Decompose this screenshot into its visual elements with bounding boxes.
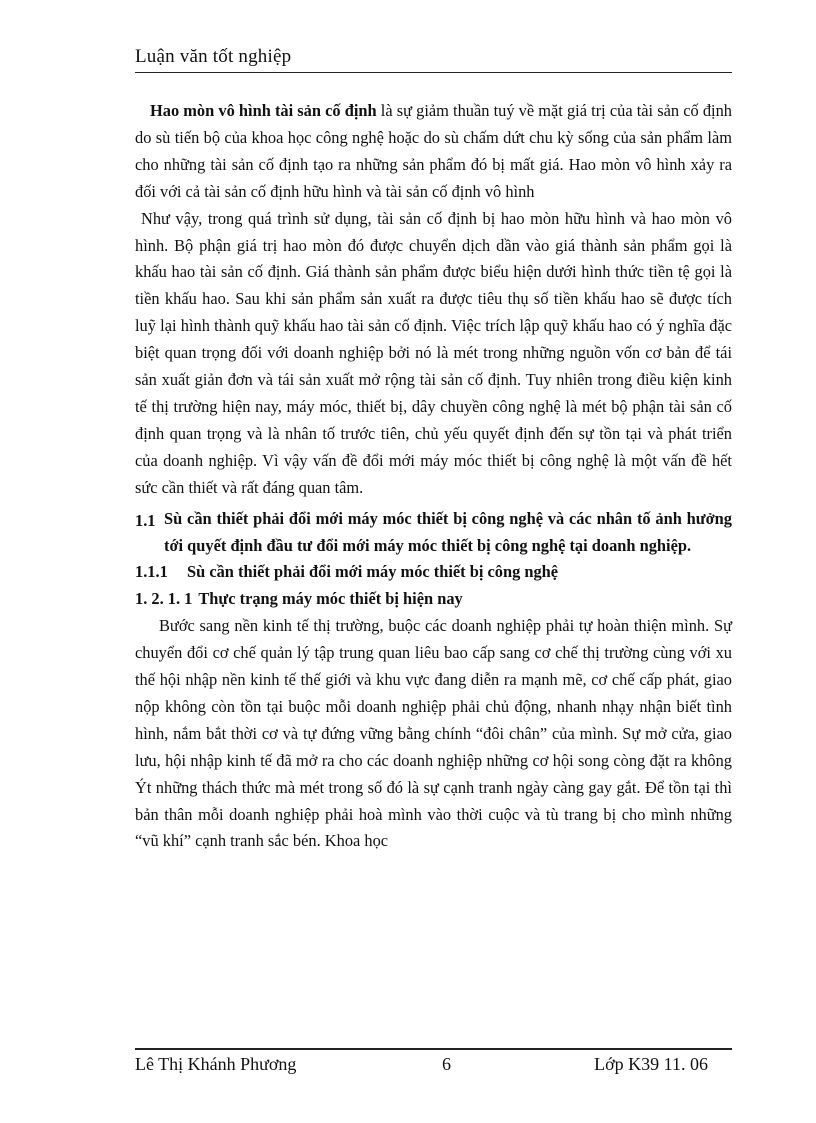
heading-text: Sù cần thiết phải đổi mới máy móc thiết bị công nghệ [187,562,559,582]
heading-1-1 [135,502,732,560]
footer-author: Lê Thị Khánh Phương [135,1054,297,1074]
heading-1-1-1 [135,559,732,586]
heading-text: Sù cần thiết phải đổi mới máy móc thiết bị công nghệ và các nhân tố ảnh hưởng tới quyết định đầu tư đổi mới máy móc thiết bị công nghệ tại doanh nghiệp. [164,508,732,555]
page-header: Luận văn tốt nghiệp [135,46,292,67]
paragraph-depreciation-fund: Như vậy, trong quá trình sử dụng, tài sản cố định bị hao mòn hữu hình và hao mòn vô hình. Bộ phận giá trị hao mòn đó được chuyển dịch dần vào giá thành sản phẩm gọi là khấu hao tài sản cố định. Giá thành sản phẩm được biểu hiện dưới hình thức tiền tệ gọi là tiền khấu hao. Sau khi sản phẩm sản xuất ra được tiêu thụ số tiền khấu hao sẽ được tích luỹ lại hình thành quỹ khấu hao tài sản cố định. Việc trích lập quỹ khấu hao có ý nghĩa đặc biệt quan trọng đối với doanh nghiệp bởi nó là mét trong những nguồn vốn cơ bản để tái sản xuất giản đơn và tái sản xuất mở rộng tài sản cố định. Tuy nhiên trong điều kiện kinh tế thị trường hiện nay, máy móc, thiết bị, dây chuyền công nghệ là mét bộ phận tài sản cố định quan trọng và là nhân tố trước tiên, chủ yếu quyết định đến sự tồn tại và phát triển của doanh nghiệp. Vì vậy vấn đề đổi mới máy móc thiết bị công nghệ là một vấn đề hết sức cần thiết và rất đáng quan tâm. [135,208,732,497]
heading-text: Thực trạng máy móc thiết bị hiện nay [198,589,463,609]
header-rule [135,72,732,73]
document-body [135,98,732,855]
footer-class: Lớp K39 11. 06 [594,1054,708,1074]
heading-1-2-1-1 [135,586,732,613]
bold-term: Hao mòn vô hình tài sản cố định [150,101,377,120]
heading-number: 1. 2. 1. 1 [135,589,193,609]
paragraph-text: là sự giảm thuần tuý về mặt giá trị của tài sản cố định do sù tiến bộ của khoa học công nghệ hoặc do sù chấm dứt chu kỳ sống của sản phẩm làm cho những tài sản cố định tạo ra những sản phẩm đó bị mất giá. Hao mòn vô hình xảy ra đối với cả tài sản cố định hữu hình và tài sản cố định vô hình [135,101,732,201]
heading-number: 1.1 [135,510,156,530]
footer-rule [135,1048,732,1050]
heading-number: 1.1.1 [135,562,168,582]
paragraph-market-economy: Bước sang nền kinh tế thị trường, buộc các doanh nghiệp phải tự hoàn thiện mình. Sự chuyển đổi cơ chế quản lý tập trung quan liêu bao cấp sang cơ chế thị trường cùng với xu thế hội nhập nền kinh tế thế giới và khu vực đang diễn ra mạnh mẽ, cơ chế cấp phát, giao nộp không còn tồn tại buộc mỗi doanh nghiệp phải chủ động, nhanh nhạy nhận biết tình hình, nắm bắt thời cơ và tự đứng vững bằng chính “đôi chân” của mình. Sự mở cửa, giao lưu, hội nhập kinh tế đã mở ra cho các doanh nghiệp những cơ hội song còng đặt ra không Ýt những thách thức mà mét trong số đó là sự cạnh tranh ngày càng gay gắt. Để tồn tại thì bản thân mỗi doanh nghiệp phải hoà mình vào thời cuộc và tù trang bị cho mình những “vũ khí” cạnh tranh sắc bén. Khoa học [135,616,732,851]
paragraph-intangible-depreciation [135,98,732,206]
page-number: 6 [442,1054,451,1074]
